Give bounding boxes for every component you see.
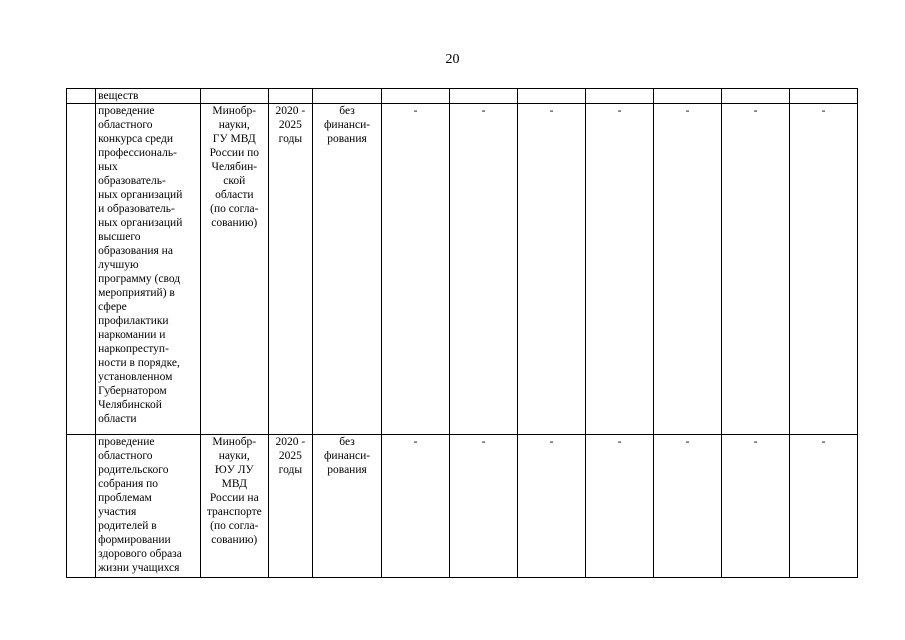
row-number-cell [67,435,96,578]
value-cell: - [382,435,450,578]
row-number-cell [67,104,96,435]
value-cell: - [789,104,857,435]
source-text: без финанси- рования [323,436,371,476]
source-text: без финанси- рования [323,105,371,145]
value-cell: - [586,435,654,578]
source-cell [313,104,382,435]
years-cell [268,435,312,578]
value-cell: - [518,104,586,435]
table-row [67,89,858,104]
years-text: 2020 - 2025 годы [275,105,306,145]
executor-text: Минобр- науки, ЮУ ЛУ МВД России на транспорте (по согла- сованию) [206,436,262,546]
row-number-cell [67,89,96,104]
value-cell [789,89,857,104]
value-cell [586,89,654,104]
activity-name-cell [96,89,201,104]
activity-name: проведение областного конкурса среди профессиональ- ных образователь- ных организаций и образователь- ных организаций высшего образования на лучшую программу (свод мероприятий) в сфере профилактики наркомании и наркопреступ- ности в порядке, установленном Губернатором Челябинской области [98,105,183,425]
value-cell: - [382,104,450,435]
years-cell [268,89,312,104]
value-cell: - [518,435,586,578]
value-cell: - [586,104,654,435]
value-cell [654,89,722,104]
value-cell: - [450,435,518,578]
value-cell: - [450,104,518,435]
activity-name-cell [96,435,201,578]
value-cell [722,89,790,104]
table-row [67,435,858,578]
value-cell [518,89,586,104]
activity-name: веществ [98,90,139,102]
value-cell: - [654,435,722,578]
executor-cell [200,435,268,578]
executor-cell [200,104,268,435]
activities-table [66,88,858,578]
years-cell [268,104,312,435]
table-row [67,104,858,435]
value-cell: - [722,435,790,578]
value-cell: - [654,104,722,435]
executor-cell [200,89,268,104]
value-cell [382,89,450,104]
value-cell [450,89,518,104]
activity-name-cell [96,104,201,435]
page-number: 20 [445,52,460,67]
executor-text: Минобр- науки, ГУ МВД России по Челябин- ской области (по согла- сованию) [209,105,260,229]
activity-name: проведение областного родительского собрания по проблемам участия родителей в формировании здорового образа жизни учащихся [98,436,182,574]
value-cell: - [722,104,790,435]
source-cell [313,89,382,104]
years-text: 2020 - 2025 годы [275,436,306,476]
source-cell [313,435,382,578]
value-cell: - [789,435,857,578]
